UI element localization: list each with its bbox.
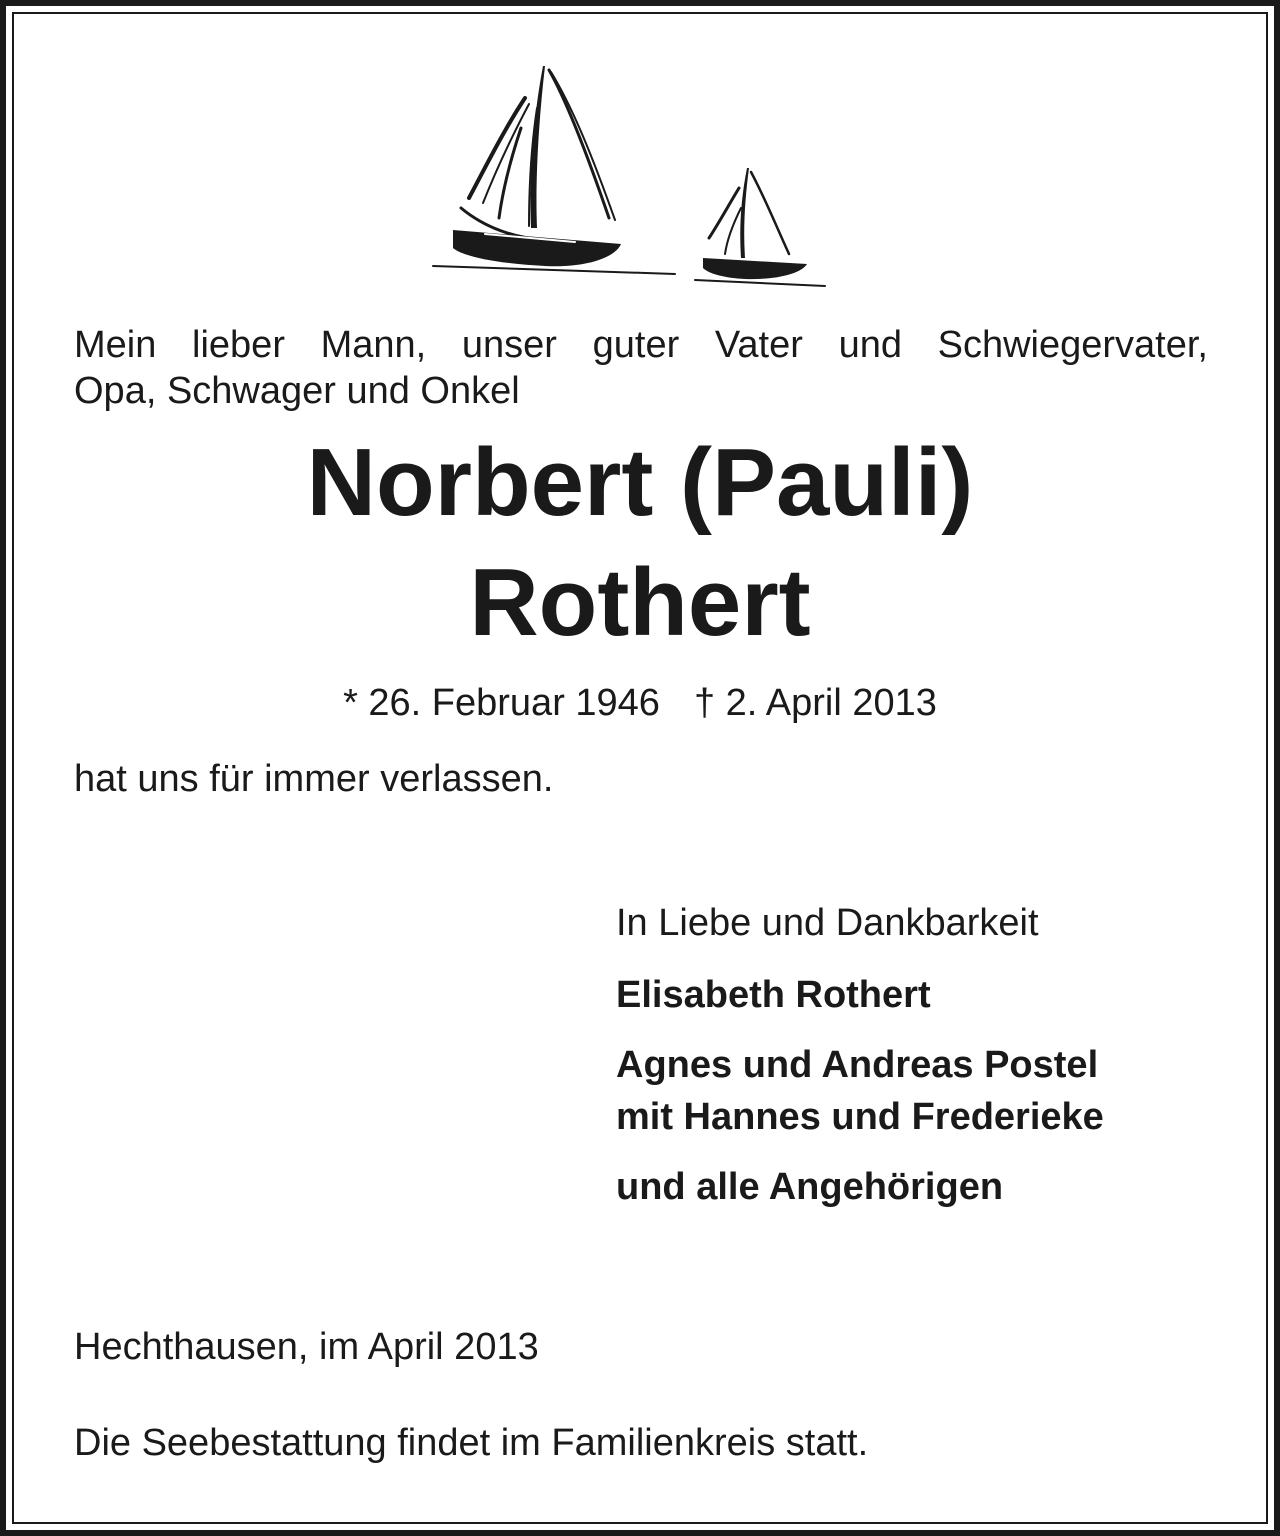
mourner-line: Elisabeth Rothert [616,974,931,1016]
intro-text [74,322,1208,414]
life-dates [0,680,1280,726]
deceased-name-line-1: Norbert (Pauli) [306,429,974,536]
place-date: Hechthausen, im April 2013 [74,1326,539,1368]
death-date: † 2. April 2013 [693,682,937,724]
mourner-line: mit Hannes und Frederieke [616,1096,1104,1138]
sailboats-icon [425,58,835,298]
mourner-line: Agnes und Andreas Postel [616,1044,1099,1086]
birth-date: * 26. Februar 1946 [343,682,660,724]
deceased-name-line-2: Rothert [469,549,811,656]
departed-text: hat uns für immer verlassen. [74,758,554,800]
intro-line-1: Mein lieber Mann, unser guter Vater und Schwiegervater, [74,324,1208,366]
intro-line-2: Opa, Schwager und Onkel [74,370,520,412]
closing-text: In Liebe und Dankbarkeit [616,902,1039,944]
mourner-line: und alle Angehörigen [616,1166,1004,1208]
burial-note: Die Seebestattung findet im Familienkreis statt. [74,1422,869,1464]
